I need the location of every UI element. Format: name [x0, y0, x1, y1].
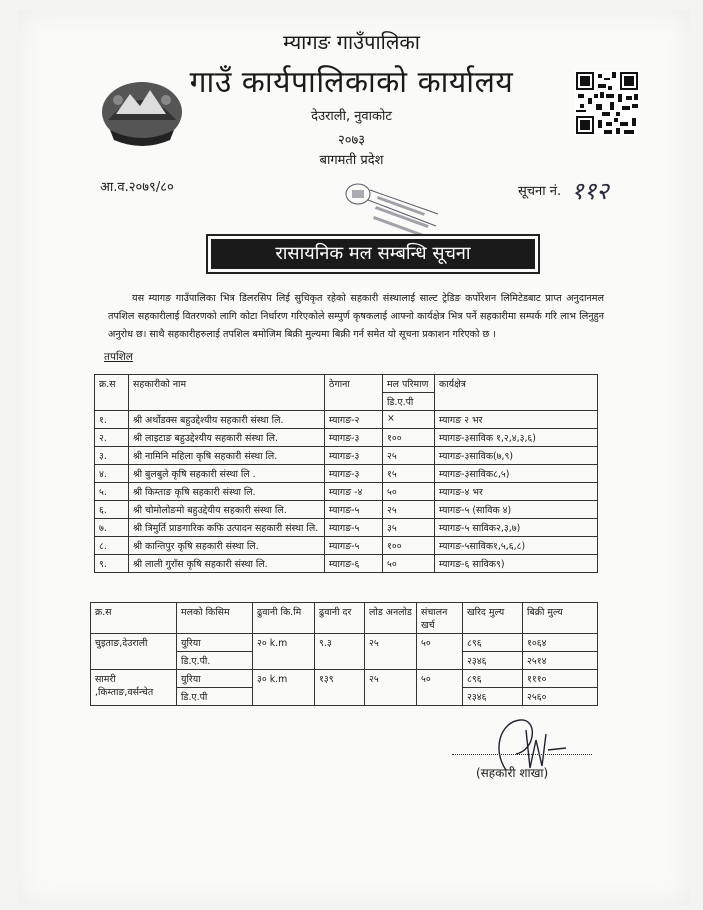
table-row	[95, 465, 598, 483]
col-header-area: कार्यक्षेत्र	[435, 375, 598, 411]
table-cell: ५०	[383, 555, 435, 573]
table-cell: श्री अर्थोडक्स बहुउद्देश्यीय सहकारी संस्था लि.	[129, 411, 325, 429]
table-cell: २५६०	[523, 688, 598, 706]
signature-line	[452, 754, 592, 755]
table-cell: म्यागङ-३साविक १,२,४,३,६)	[435, 429, 598, 447]
table-cell: १००	[383, 537, 435, 555]
fiscal-year: आ.व.२०७९/८०	[100, 180, 174, 195]
table-row	[91, 634, 598, 652]
table-row	[95, 483, 598, 501]
table-cell: श्री लाली गुराँस कृषि सहकारी संस्था लि.	[129, 555, 325, 573]
table-cell: ९.	[95, 555, 129, 573]
notice-number-value: ११२	[571, 177, 609, 205]
col-header-name: सहकारीको नाम	[129, 375, 325, 411]
table-cell: २५	[383, 447, 435, 465]
table-cell: १.	[95, 411, 129, 429]
table-cell: १३९	[315, 670, 365, 706]
signature-label: (सहकारी शाखा)	[476, 766, 549, 780]
table-cell: श्री चोमोलोङमो बहुउद्देयीय सहकारी संस्था लि.	[129, 501, 325, 519]
table-cell: ३० k.m	[253, 670, 315, 706]
table-cell: म्यागङ-६	[325, 555, 383, 573]
table-cell: २५	[365, 670, 417, 706]
table-row	[95, 555, 598, 573]
notice-body: यस म्यागङ गाउँपालिका भित्र डिलरसिप लिई सुचिकृत रहेको सहकारी संस्थालाई साल्ट ट्रेडिङ कर्पोरेशन लिमिटेडबाट प्राप्त अनुदानमल तपशिल सहकारीलाई वितरणको लागि कोटा निर्धारण गरिएकोले सम्पुर्ण कृषकलाई आफ्नो कार्यक्षेत्र भित्र पर्ने सहकारीमा सम्पर्क गरि लाभ लिनुहुन अनुरोध छ। साथै सहकारीहरुलाई तपशिल बमोजिम बिक्री मुल्यमा बिक्री गर्न समेत यो सूचना प्रकाशन गरिएको छ ।	[108, 293, 604, 340]
table-cell: ३५	[383, 519, 435, 537]
table-cell: म्यागङ-५ साविक२,३,७)	[435, 519, 598, 537]
table-cell: १५	[383, 465, 435, 483]
table-cell: २५	[365, 634, 417, 670]
table-cell: म्यागङ-५	[325, 537, 383, 555]
table-cell: म्यागङ-३साविक(७,९)	[435, 447, 598, 465]
table-cell: १००	[383, 429, 435, 447]
office-title: गाउँ कार्यपालिकाको कार्यालय	[189, 65, 514, 100]
table-cell: २.	[95, 429, 129, 447]
table-cell: २५	[383, 501, 435, 519]
table-cell: ७.	[95, 519, 129, 537]
table-cell: म्यागङ-४ भर	[435, 483, 598, 501]
table-cell: म्यागङ -४	[325, 483, 383, 501]
notice-title: रासायनिक मल सम्बन्धि सूचना	[211, 239, 535, 269]
table-cell: ५०	[417, 670, 463, 706]
table-cell: १०६४	[523, 634, 598, 652]
table-cell: म्यागङ-२	[325, 411, 383, 429]
table-cell: श्री लाइटाङ बहुउद्देश्यीय सहकारी संस्था लि.	[129, 429, 325, 447]
table-cell: श्री कान्तिपुर कृषि सहकारी संस्था लि.	[129, 537, 325, 555]
table-cell: २५१४	[523, 652, 598, 670]
table-row	[95, 501, 598, 519]
table-row	[95, 411, 598, 429]
col-header-sn: क्र.स	[95, 375, 129, 411]
table-cell: ९.३	[315, 634, 365, 670]
table-cell: श्री नामिनि महिला कृषि सहकारी संस्था लि.	[129, 447, 325, 465]
col-header: बिक्री मुल्य	[523, 603, 598, 634]
table-cell: म्यागङ-३	[325, 447, 383, 465]
table-cell: २० k.m	[253, 634, 315, 670]
establishment-year: २०७३	[337, 133, 366, 148]
table-cell: म्यागङ-३	[325, 429, 383, 447]
notice-title-box	[206, 234, 540, 274]
table-cell: म्यागङ-६ साविक९)	[435, 555, 598, 573]
table-cell: डि.ए.पी.	[177, 652, 253, 670]
table-cell: ×	[383, 411, 435, 429]
col-header-quantity: मल परिमाण	[383, 375, 435, 393]
table-cell: २३४६	[463, 652, 523, 670]
table-cell: ८.	[95, 537, 129, 555]
table-row	[95, 537, 598, 555]
table-cell: श्री त्रिमुर्ति प्राङगारिक कफि उत्पादन सहकारी संस्था लि.	[129, 519, 325, 537]
table-row	[95, 519, 598, 537]
table-cell: डि.ए.पी	[177, 688, 253, 706]
table-row	[95, 429, 598, 447]
table-cell: युरिया	[177, 634, 253, 652]
table-cell: ८९६	[463, 634, 523, 652]
municipality-name: म्यागङ गाउँपालिका	[283, 30, 420, 54]
details-heading: तपशिल	[104, 351, 133, 363]
table-header-row	[95, 375, 598, 393]
table-cell: सामरी ,किम्ताङ,वर्सन्चेत	[91, 670, 177, 706]
notice-number	[518, 174, 609, 207]
col-header: मलको किसिम	[177, 603, 253, 634]
table-cell: ८९६	[463, 670, 523, 688]
col-subheader-dap: डि.ए.पी	[383, 393, 435, 411]
col-header-address: ठेगाना	[325, 375, 383, 411]
table-header-row	[91, 603, 598, 634]
table-cell: चुइताङ,देउराली	[91, 634, 177, 670]
table-cell: ५०	[417, 634, 463, 670]
table-cell: म्यागङ-५	[325, 501, 383, 519]
col-header: संचालन खर्च	[417, 603, 463, 634]
table-cell: ४.	[95, 465, 129, 483]
office-address: देउराली, नुवाकोट	[311, 109, 392, 124]
col-header: खरिद मुल्य	[463, 603, 523, 634]
table-cell: २३४६	[463, 688, 523, 706]
fertilizer-price-table	[90, 602, 598, 706]
cooperatives-table	[94, 374, 598, 573]
table-row	[91, 670, 598, 688]
table-cell: श्री किम्ताङ कृषि सहकारी संस्था लि.	[129, 483, 325, 501]
table-cell: म्यागङ-५ (साविक ४)	[435, 501, 598, 519]
col-header: लोड अनलोड	[365, 603, 417, 634]
table-row	[95, 447, 598, 465]
province-name: बागमती प्रदेश	[319, 153, 384, 168]
table-cell: म्यागङ-५	[325, 519, 383, 537]
col-header: क्र.स	[91, 603, 177, 634]
table-cell: म्यागङ-३साविक८,५)	[435, 465, 598, 483]
table-cell: युरिया	[177, 670, 253, 688]
table-cell: ६.	[95, 501, 129, 519]
table-cell: ५०	[383, 483, 435, 501]
table-cell: श्री बुलबुले कृषि सहकारी संस्था लि .	[129, 465, 325, 483]
table-cell: ५.	[95, 483, 129, 501]
notice-number-label: सूचना नं.	[518, 184, 562, 199]
table-cell: म्यागङ-३	[325, 465, 383, 483]
col-header: ढुवानी दर	[315, 603, 365, 634]
table-cell: ३.	[95, 447, 129, 465]
table-cell: १११०	[523, 670, 598, 688]
table-cell: म्यागङ-५साविक१,५,६,८)	[435, 537, 598, 555]
col-header: ढुवानी कि.मि	[253, 603, 315, 634]
table-cell: म्यागङ २ भर	[435, 411, 598, 429]
